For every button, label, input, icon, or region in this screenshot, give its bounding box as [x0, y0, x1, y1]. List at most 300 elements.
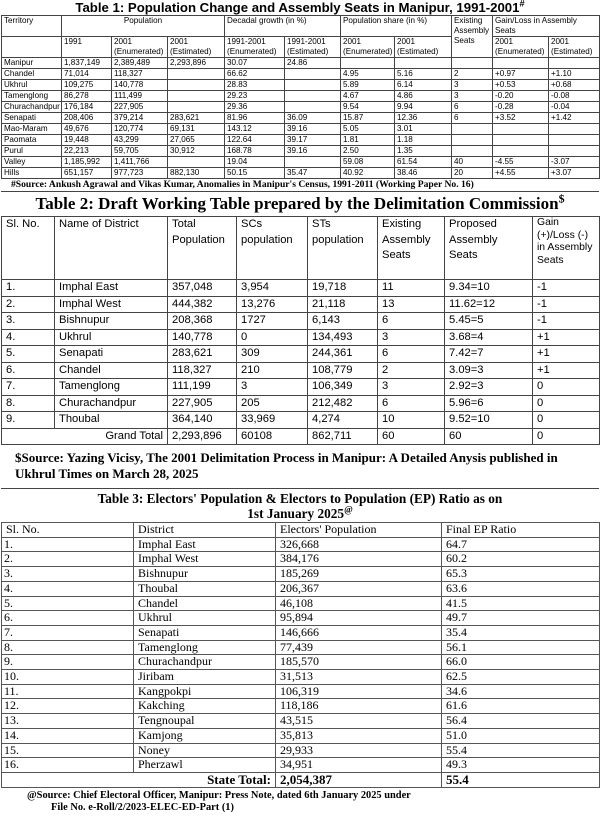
table2-cell: +1: [533, 362, 600, 379]
table2-cell: 0: [533, 412, 600, 429]
table3-header-row: [2, 523, 600, 538]
table2-cell: 19,718: [308, 280, 378, 297]
table2-cell: 21,118: [308, 296, 378, 313]
table1-title-text: Table 1: Population Change and Assembly Seats in Manipur, 1991-2001: [75, 0, 520, 15]
table3-cell: 49.3: [442, 758, 600, 773]
table3-cell: 14.: [2, 728, 134, 743]
table2-title-sup: $: [558, 191, 565, 206]
table2-header: Existing Assembly Seats: [378, 217, 445, 280]
table3-source-line1: @Source: Chief Electoral Officer, Manipur: Press Note, dated 6th January 2025 under: [27, 789, 411, 801]
table2-cell: 4.: [2, 329, 55, 346]
table3-cell: 11.: [2, 684, 134, 699]
table2-cell: 3,954: [237, 280, 308, 297]
table2-cell: 3: [237, 379, 308, 396]
table1-cell: 379,214: [112, 113, 168, 124]
table1-cell: +1.10: [549, 69, 600, 80]
table1-subheader: 2001 (Estimated): [168, 37, 225, 58]
table2-cell: 205: [237, 395, 308, 412]
table1-cell: 1.81: [341, 135, 395, 146]
table1-cell: 30,912: [168, 146, 225, 157]
table1-row: [2, 91, 600, 102]
table3-row: [2, 625, 600, 640]
table3-row: [2, 728, 600, 743]
table1-cell: 30.07: [225, 58, 285, 69]
table1-cell: 86,278: [62, 91, 112, 102]
table2-cell: Bishnupur: [55, 313, 168, 330]
table1-cell: Ukhrul: [2, 80, 62, 91]
table3-cell: 384,176: [276, 552, 442, 567]
table2-row: [2, 280, 600, 297]
table2-total-cell: 0: [533, 428, 600, 445]
table1-row: [2, 80, 600, 91]
table2-cell: 13: [378, 296, 445, 313]
table3-header: District: [134, 523, 276, 538]
table1-cell: 49,676: [62, 124, 112, 135]
table2-cell: 9.52=10: [445, 412, 533, 429]
table1-cell: [285, 80, 341, 91]
table3-row: [2, 670, 600, 685]
table1-cell: -3.07: [549, 157, 600, 168]
table3-row: [2, 611, 600, 626]
table1-subheader: 1991-2001 (Estimated): [285, 37, 341, 58]
table1-cell: 6: [452, 102, 493, 113]
table1-cell: 4.86: [395, 91, 452, 102]
table1-cell: +3.52: [493, 113, 549, 124]
table1-cell: 118,327: [112, 69, 168, 80]
table1-cell: [493, 124, 549, 135]
table3-cell: 16.: [2, 758, 134, 773]
table1-cell: 39.16: [285, 124, 341, 135]
table1-cell: 40.92: [341, 168, 395, 179]
table3-cell: 77,439: [276, 640, 442, 655]
table3-cell: Imphal East: [134, 537, 276, 552]
table1-cell: [285, 102, 341, 113]
table3-cell: 206,367: [276, 581, 442, 596]
table3-cell: 106,319: [276, 684, 442, 699]
table2-title: [1, 191, 599, 216]
table1-cell: 1.18: [395, 135, 452, 146]
table3-cell: 118,186: [276, 699, 442, 714]
table2-header: Total Population: [168, 217, 237, 280]
table1-subheader-row: [2, 37, 600, 58]
table2-cell: Tamenglong: [55, 379, 168, 396]
table1-cell: +0.53: [493, 80, 549, 91]
table3-cell: 8.: [2, 640, 134, 655]
table2-cell: 357,048: [168, 280, 237, 297]
table2-cell: 6: [378, 395, 445, 412]
table1-cell: 2.50: [341, 146, 395, 157]
table1-cell: Senapati: [2, 113, 62, 124]
table2-header: Sl. No.: [2, 217, 55, 280]
table2-header-row: [2, 217, 600, 280]
table1-subheader-blank: [2, 37, 62, 58]
document-page: [1, 0, 599, 814]
table3-header: Final EP Ratio: [442, 523, 600, 538]
table2-cell: 134,493: [308, 329, 378, 346]
table1-cell: Paomata: [2, 135, 62, 146]
table3-cell: Kamjong: [134, 728, 276, 743]
table2-cell: 6: [378, 313, 445, 330]
table3-cell: 35,813: [276, 728, 442, 743]
table3-row: [2, 552, 600, 567]
table1-cell: [452, 124, 493, 135]
table1-header-decadal: Decadal growth (in %): [225, 16, 341, 37]
table1-row: [2, 146, 600, 157]
table2-cell: 0: [237, 329, 308, 346]
table2-cell: 4,274: [308, 412, 378, 429]
table3-cell: 12.: [2, 699, 134, 714]
table2-cell: Ukhrul: [55, 329, 168, 346]
table2-total-row: [2, 428, 600, 445]
table3-cell: 185,269: [276, 567, 442, 582]
table2-cell: 3: [378, 379, 445, 396]
table3-row: [2, 714, 600, 729]
table1-cell: +3.07: [549, 168, 600, 179]
table3-cell: 35.4: [442, 625, 600, 640]
table2-cell: Imphal West: [55, 296, 168, 313]
table1-subheader: 1991-2001 (Enumerated): [225, 37, 285, 58]
table1-cell: 38.46: [395, 168, 452, 179]
table1-cell: Valley: [2, 157, 62, 168]
table1-cell: Purul: [2, 146, 62, 157]
table1-cell: 1,185,992: [62, 157, 112, 168]
table1-cell: 208,406: [62, 113, 112, 124]
table2-cell: 118,327: [168, 362, 237, 379]
table3-cell: 46,108: [276, 596, 442, 611]
table2-cell: 2.: [2, 296, 55, 313]
table1-header-share: Population share (in %): [341, 16, 452, 37]
table1-cell: [452, 146, 493, 157]
table2-cell: 8.: [2, 395, 55, 412]
table2-cell: 108,779: [308, 362, 378, 379]
table1-cell: 140,778: [112, 80, 168, 91]
table1-cell: 1,411,766: [112, 157, 168, 168]
table2-total-cell: 862,711: [308, 428, 378, 445]
table1-cell: 5.16: [395, 69, 452, 80]
table3-cell: Chandel: [134, 596, 276, 611]
table1-row: [2, 124, 600, 135]
table2-cell: 364,140: [168, 412, 237, 429]
table1-cell: [395, 58, 452, 69]
table3-cell: 326,668: [276, 537, 442, 552]
table1-row: [2, 168, 600, 179]
table1-cell: 66.62: [225, 69, 285, 80]
table3-cell: Thoubal: [134, 581, 276, 596]
table1-cell: 81.96: [225, 113, 285, 124]
table1: [1, 15, 600, 179]
table1-header-territory: Territory: [2, 16, 62, 37]
table3-cell: 5.: [2, 596, 134, 611]
table2-cell: Thoubal: [55, 412, 168, 429]
table1-cell: [549, 135, 600, 146]
table1-cell: 5.05: [341, 124, 395, 135]
table3-cell: Ukhrul: [134, 611, 276, 626]
table1-cell: 2,293,896: [168, 58, 225, 69]
table3-cell: 34,951: [276, 758, 442, 773]
table2-total-cell: 2,293,896: [168, 428, 237, 445]
table3-cell: 62.5: [442, 670, 600, 685]
table2-row: [2, 395, 600, 412]
table3-cell: 41.5: [442, 596, 600, 611]
table2-cell: 0: [533, 379, 600, 396]
table3-cell: 63.6: [442, 581, 600, 596]
table2-cell: 212,482: [308, 395, 378, 412]
table1-row: [2, 102, 600, 113]
table2-cell: 2: [378, 362, 445, 379]
table1-cell: 977,723: [112, 168, 168, 179]
table2-cell: 3.: [2, 313, 55, 330]
table2-cell: 9.34=10: [445, 280, 533, 297]
table3-title-line1: Table 3: Electors' Population & Electors to Population (EP) Ratio as on: [97, 491, 503, 506]
table1-cell: 39.17: [285, 135, 341, 146]
table2-source: $Source: Yazing Vicisy, The 2001 Delimitation Process in Manipur: A Detailed Anysis published in Ukhrul Times on March 28, 2025: [1, 445, 599, 489]
table1-cell: 15.87: [341, 113, 395, 124]
table1-cell: 143.12: [225, 124, 285, 135]
table3-cell: Tengnoupal: [134, 714, 276, 729]
table1-body: [2, 58, 600, 179]
table2-header: Proposed Assembly Seats: [445, 217, 533, 280]
table1-title: [1, 0, 599, 15]
table1-cell: 19.04: [225, 157, 285, 168]
table2-total-cell: 60: [378, 428, 445, 445]
table2-row: [2, 346, 600, 363]
table3: [1, 522, 600, 788]
table1-row: [2, 58, 600, 69]
table2-cell: +1: [533, 346, 600, 363]
table3-row: [2, 640, 600, 655]
table1-cell: +4.55: [493, 168, 549, 179]
table2-row: [2, 329, 600, 346]
table1-cell: 6: [452, 113, 493, 124]
table1-cell: 9.94: [395, 102, 452, 113]
table3-total-cell: 55.4: [442, 772, 600, 787]
table1-cell: -0.04: [549, 102, 600, 113]
table1-row: [2, 157, 600, 168]
table3-row: [2, 684, 600, 699]
table3-cell: 61.6: [442, 699, 600, 714]
table1-cell: +0.68: [549, 80, 600, 91]
table2-cell: 309: [237, 346, 308, 363]
table3-cell: 95,894: [276, 611, 442, 626]
table2-cell: 1.: [2, 280, 55, 297]
table3-cell: 9.: [2, 655, 134, 670]
table3-cell: Imphal West: [134, 552, 276, 567]
table1-cell: 1,837,149: [62, 58, 112, 69]
table1-cell: 9.54: [341, 102, 395, 113]
table1-cell: Tamenglong: [2, 91, 62, 102]
table1-cell: [452, 58, 493, 69]
table2-header: SCs population: [237, 217, 308, 280]
table1-cell: Chandel: [2, 69, 62, 80]
table2-cell: 210: [237, 362, 308, 379]
table1-cell: [341, 58, 395, 69]
table3-row: [2, 581, 600, 596]
table2: [1, 216, 600, 445]
table1-cell: 40: [452, 157, 493, 168]
table1-cell: 50.15: [225, 168, 285, 179]
table2-cell: -1: [533, 296, 600, 313]
table2-cell: 5.96=6: [445, 395, 533, 412]
table3-cell: 10.: [2, 670, 134, 685]
table1-cell: Hills: [2, 168, 62, 179]
table2-cell: 6: [378, 346, 445, 363]
table1-cell: [168, 157, 225, 168]
table1-cell: [168, 80, 225, 91]
table3-cell: 7.: [2, 625, 134, 640]
table3-body: [2, 537, 600, 772]
table1-cell: [168, 91, 225, 102]
table3-cell: Bishnupur: [134, 567, 276, 582]
table1-cell: [168, 102, 225, 113]
table1-cell: 59,705: [112, 146, 168, 157]
table1-cell: [549, 146, 600, 157]
table1-cell: 71,014: [62, 69, 112, 80]
table1-header-existing: Existing Assembly Seats: [452, 16, 493, 58]
table2-cell: 33,969: [237, 412, 308, 429]
table1-cell: Churachandpur: [2, 102, 62, 113]
table3-cell: 6.: [2, 611, 134, 626]
table1-cell: 2,389,489: [112, 58, 168, 69]
table3-cell: 1.: [2, 537, 134, 552]
table3-cell: 185,570: [276, 655, 442, 670]
table1-cell: 28.83: [225, 80, 285, 91]
table3-title: [1, 489, 599, 521]
table1-cell: 3.01: [395, 124, 452, 135]
table3-cell: 31,513: [276, 670, 442, 685]
table1-cell: 59.08: [341, 157, 395, 168]
table1-header-row: [2, 16, 600, 37]
table2-cell: 283,621: [168, 346, 237, 363]
table3-cell: 49.7: [442, 611, 600, 626]
table3-cell: 3.: [2, 567, 134, 582]
table2-cell: 3: [378, 329, 445, 346]
table2-cell: 10: [378, 412, 445, 429]
table2-row: [2, 379, 600, 396]
table2-cell: -1: [533, 313, 600, 330]
table3-cell: Noney: [134, 743, 276, 758]
table1-subheader: 2001 (Enumerated): [112, 37, 168, 58]
table1-cell: [285, 157, 341, 168]
table3-row: [2, 758, 600, 773]
table2-cell: 3.68=4: [445, 329, 533, 346]
table2-cell: 9.: [2, 412, 55, 429]
table2-cell: 140,778: [168, 329, 237, 346]
table1-cell: 4.67: [341, 91, 395, 102]
table3-cell: 29,933: [276, 743, 442, 758]
table1-cell: 22,213: [62, 146, 112, 157]
table1-title-sup: #: [519, 0, 525, 9]
table2-row: [2, 362, 600, 379]
table3-cell: 43,515: [276, 714, 442, 729]
table3-cell: 55.4: [442, 743, 600, 758]
table1-cell: 24.86: [285, 58, 341, 69]
table3-source: [1, 788, 599, 814]
table1-cell: 651,157: [62, 168, 112, 179]
table1-cell: 12.36: [395, 113, 452, 124]
table1-subheader: 2001 (Estimated): [549, 37, 600, 58]
table2-header: Gain (+)/Loss (-) in Assembly Seats: [533, 217, 600, 280]
table1-cell: 4.95: [341, 69, 395, 80]
table1-cell: 283,621: [168, 113, 225, 124]
table1-cell: [285, 91, 341, 102]
table1-cell: [493, 135, 549, 146]
table1-cell: 29.36: [225, 102, 285, 113]
table3-cell: 146,666: [276, 625, 442, 640]
table2-cell: 208,368: [168, 313, 237, 330]
table3-cell: 51.0: [442, 728, 600, 743]
table1-header-population: Population: [62, 16, 225, 37]
table2-cell: 11: [378, 280, 445, 297]
table2-cell: 11.62=12: [445, 296, 533, 313]
table1-cell: 20: [452, 168, 493, 179]
table3-title-sup: @: [344, 505, 353, 516]
table2-cell: 5.45=5: [445, 313, 533, 330]
table1-subheader: 2001 (Enumerated): [493, 37, 549, 58]
table3-cell: 56.1: [442, 640, 600, 655]
table3-row: [2, 699, 600, 714]
table2-cell: -1: [533, 280, 600, 297]
table1-cell: [452, 135, 493, 146]
table1-cell: 61.54: [395, 157, 452, 168]
table1-cell: 111,499: [112, 91, 168, 102]
table1-cell: [493, 146, 549, 157]
table3-cell: Jiribam: [134, 670, 276, 685]
table3-cell: Kangpokpi: [134, 684, 276, 699]
table1-cell: -0.08: [549, 91, 600, 102]
table1-subheader: 1991: [62, 37, 112, 58]
table3-cell: Churachandpur: [134, 655, 276, 670]
table2-cell: 111,199: [168, 379, 237, 396]
table2-cell: Churachandpur: [55, 395, 168, 412]
table2-cell: 1727: [237, 313, 308, 330]
table2-total-cell: 60108: [237, 428, 308, 445]
table2-cell: 6.: [2, 362, 55, 379]
table3-header: Sl. No.: [2, 523, 134, 538]
table1-cell: [168, 69, 225, 80]
table2-cell: Chandel: [55, 362, 168, 379]
table3-cell: 4.: [2, 581, 134, 596]
table3-cell: Pherzawl: [134, 758, 276, 773]
table2-cell: 7.: [2, 379, 55, 396]
table1-cell: [493, 58, 549, 69]
table1-cell: 29.23: [225, 91, 285, 102]
table1-cell: 36.09: [285, 113, 341, 124]
table3-cell: 15.: [2, 743, 134, 758]
table2-row: [2, 296, 600, 313]
table1-cell: 3: [452, 80, 493, 91]
table1-cell: 176,184: [62, 102, 112, 113]
table1-cell: 19,448: [62, 135, 112, 146]
table1-cell: -4.55: [493, 157, 549, 168]
table2-header: STs population: [308, 217, 378, 280]
table2-total-label: Grand Total: [2, 428, 168, 445]
table1-source: #Source: Ankush Agrawal and Vikas Kumar, Anomalies in Manipur's Census, 1991-2011 (Working Paper No. 16): [11, 179, 474, 190]
table1-cell: +1.42: [549, 113, 600, 124]
table2-row: [2, 313, 600, 330]
table3-cell: Senapati: [134, 625, 276, 640]
table3-row: [2, 567, 600, 582]
table2-cell: 227,905: [168, 395, 237, 412]
table3-cell: 56.4: [442, 714, 600, 729]
table1-cell: 109,275: [62, 80, 112, 91]
table3-cell: 60.2: [442, 552, 600, 567]
table3-row: [2, 655, 600, 670]
table3-title-line2-wrap: [1, 506, 599, 521]
table1-cell: [549, 124, 600, 135]
table1-cell: 122.64: [225, 135, 285, 146]
table2-cell: 6,143: [308, 313, 378, 330]
table2-cell: 13,276: [237, 296, 308, 313]
